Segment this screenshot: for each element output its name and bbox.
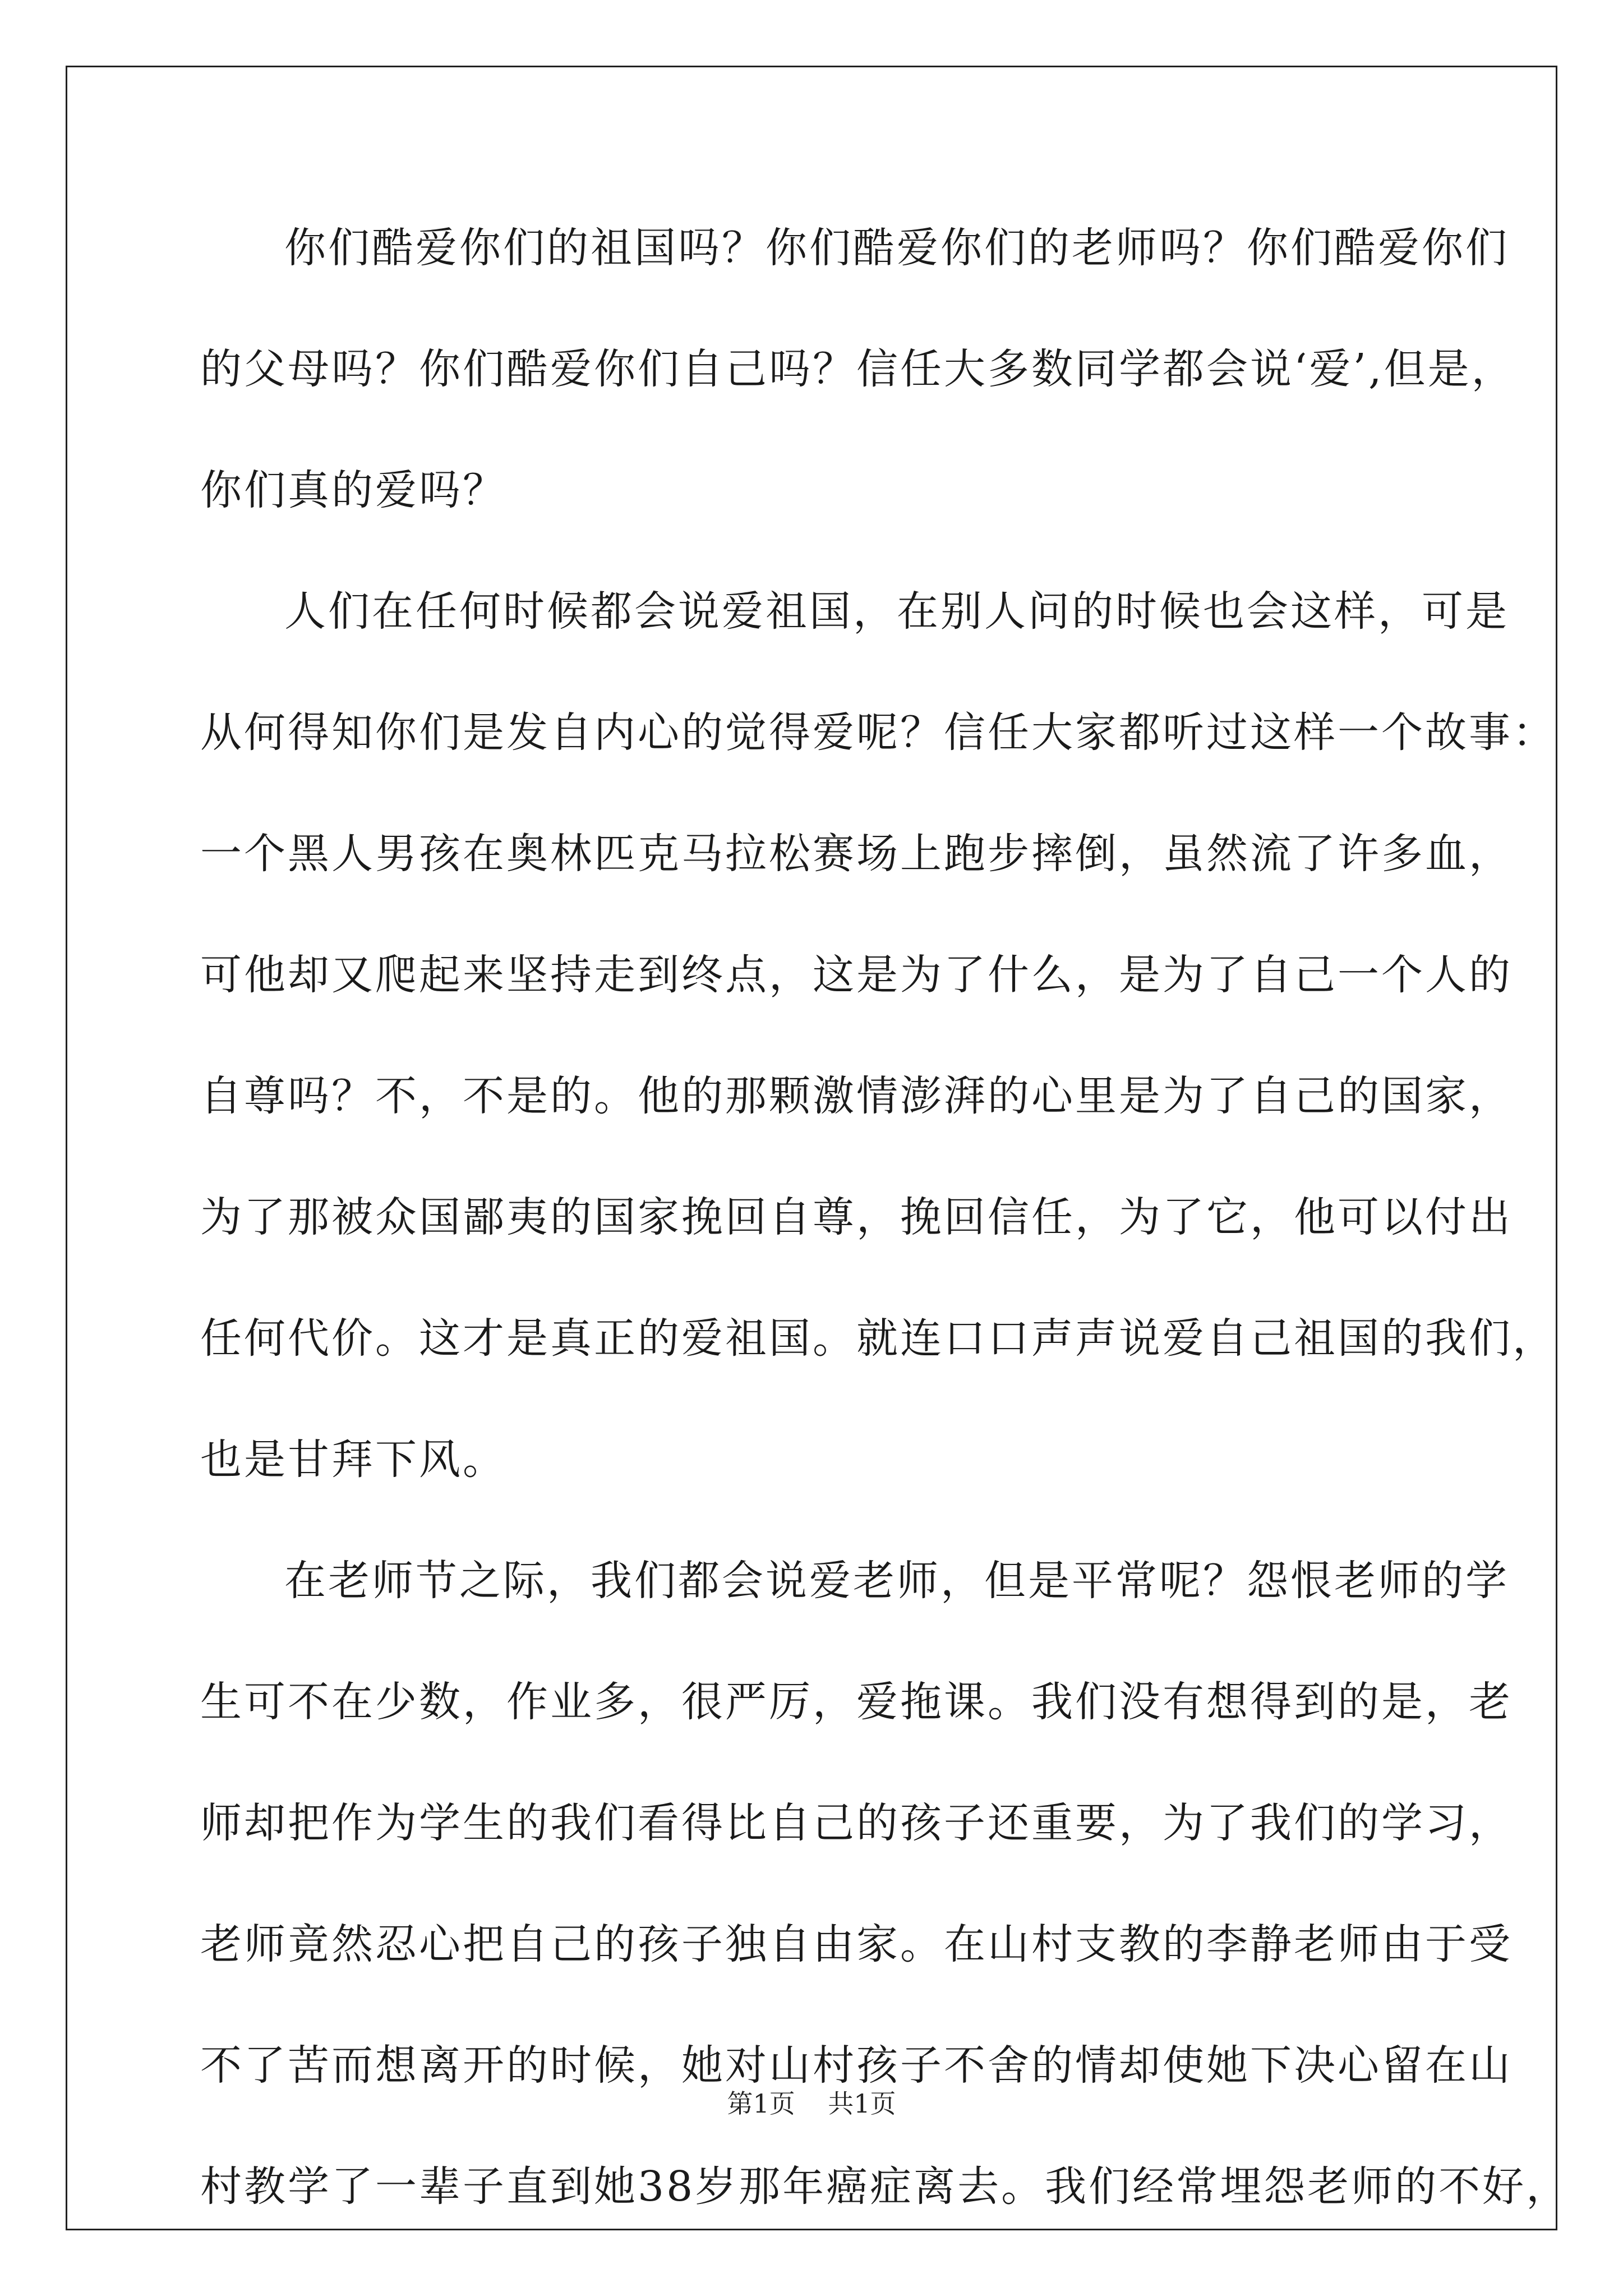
text-line: 自尊吗？不，不是的。他的那颗激情澎湃的心里是为了自己的国家， (200, 1072, 1513, 1120)
text-line: 村教学了一辈子直到她38岁那年癌症离去。我们经常埋怨老师的不好， (200, 2162, 1570, 2211)
text-line: 你们酷爱你们的祖国吗？你们酷爱你们的老师吗？你们酷爱你们 (284, 224, 1509, 272)
document-body (200, 214, 1570, 2274)
text-line: 不了苦而想离开的时候，她对山村孩子不舍的情却使她下决心留在山 (200, 2041, 1513, 2090)
text-line: 在老师节之际，我们都会说爱老师，但是平常呢？怨恨老师的学 (284, 1557, 1509, 1605)
text-line: 老师竟然忍心把自己的孩子独自由家。在山村支教的李静老师由于受 (200, 1920, 1513, 1968)
text-line: 任何代价。这才是真正的爱祖国。就连口口声声说爱自己祖国的我们， (200, 1314, 1556, 1363)
text-line: 为了那被众国鄙夷的国家挽回自尊，挽回信任，为了它，他可以付出 (200, 1193, 1513, 1241)
text-line: 从何得知你们是发自内心的觉得爱呢？信任大家都听过这样一个故事： (200, 708, 1556, 757)
paragraph-1 (200, 214, 1515, 578)
text-line: 师却把作为学生的我们看得比自己的孩子还重要，为了我们的学习， (200, 1799, 1513, 1847)
text-line: 你们真的爱吗？ (200, 466, 506, 514)
paragraph-3 (200, 1547, 1570, 2274)
text-line: 人们在任何时候都会说爱祖国，在别人问的时候也会这样，可是 (284, 587, 1509, 636)
page-number-footer: 第1页 共1页 (727, 2088, 896, 2119)
text-line: 生可不在少数，作业多，很严厉，爱拖课。我们没有想得到的是，老 (200, 1678, 1513, 1726)
text-line: 一个黑人男孩在奥林匹克马拉松赛场上跑步摔倒，虽然流了许多血， (200, 830, 1513, 878)
text-line: 也是甘拜下风。 (200, 1435, 506, 1484)
text-line: 的父母吗？你们酷爱你们自己吗？信任大多数同学都会说‘爱’,但是， (200, 345, 1515, 393)
text-line: 可他却又爬起来坚持走到终点，这是为了什么，是为了自己一个人的 (200, 951, 1513, 999)
paragraph-2 (200, 578, 1556, 1547)
